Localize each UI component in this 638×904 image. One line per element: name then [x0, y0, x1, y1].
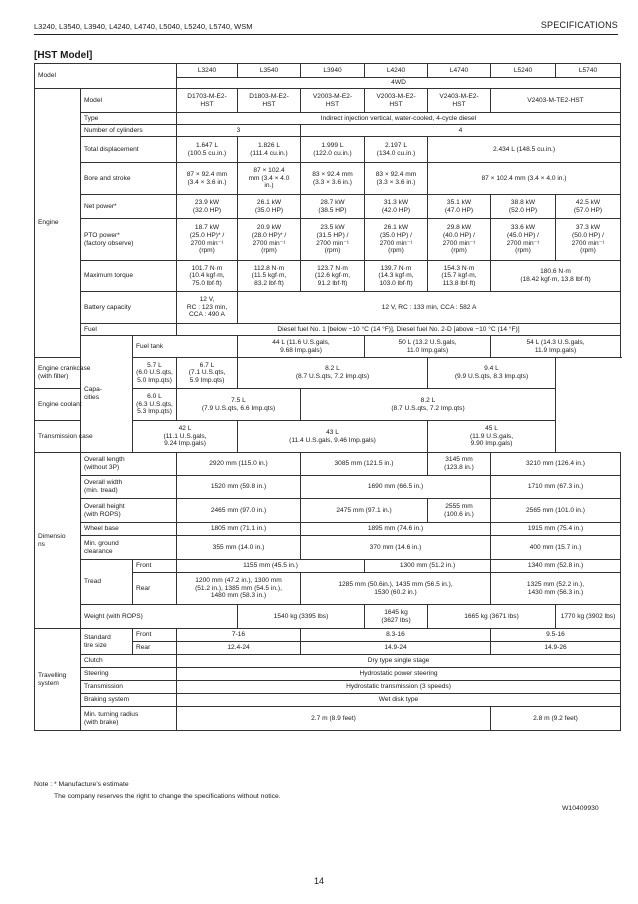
cell: 2.434 L (148.5 cu.in.) [428, 137, 621, 163]
cell: 1325 mm (52.2 in.), 1430 mm (56.3 in.) [491, 573, 621, 605]
cell: 31.3 kW (42.0 HP) [365, 195, 428, 219]
sub-label: Rear [133, 573, 177, 605]
cell: 112.8 N·m (11.5 kgf·m, 83.2 lbf·ft) [238, 261, 301, 292]
model-name: L4740 [428, 64, 491, 78]
cell: 38.8 kW (52.0 HP) [491, 195, 556, 219]
cell: 1805 mm (71.1 in.) [177, 523, 301, 536]
row-label: Overall height (with ROPS) [81, 499, 177, 523]
header-models: L3240, L3540, L3940, L4240, L4740, L5040, L5240, L5740, WSM [34, 22, 253, 31]
cell: 355 mm (14.0 in.) [177, 536, 301, 560]
row-label: Engine crankcase (with filter) [35, 358, 133, 389]
cell: 2.7 m (8.9 feet) [177, 707, 491, 731]
cell: 1285 mm (50.6in.), 1435 mm (56.5 in.), 1530 (60.2 in.) [301, 573, 491, 605]
cell: 44 L (11.6 U.S.gals, 9.68 Imp.gals) [238, 336, 365, 358]
cell: 1155 mm (45.5 in.) [177, 560, 365, 573]
cell: 3210 mm (126.4 in.) [491, 453, 621, 476]
row-label: Steering [81, 668, 177, 681]
cell: 42.5 kW (57.0 HP) [556, 195, 621, 219]
page-header [34, 20, 618, 35]
cell: 23.5 kW (31.5 HP) / 2700 min⁻¹ (rpm) [301, 219, 365, 261]
cell: 1540 kg (3395 lbs) [238, 605, 365, 629]
cell: 1915 mm (75.4 in.) [491, 523, 621, 536]
cell: V2003-M-E2- HST [365, 89, 428, 113]
cell: D1803-M-E2- HST [238, 89, 301, 113]
row-label: Model [81, 89, 177, 113]
cell: 1340 mm (52.8 in.) [491, 560, 621, 573]
cell: 8.3-16 [301, 629, 491, 642]
cell: 87 × 102.4 mm (3.4 × 4.0 in.) [428, 163, 621, 195]
cell: 2565 mm (101.0 in.) [491, 499, 621, 523]
row-label: Clutch [81, 655, 177, 668]
cell: 2920 mm (115.0 in.) [177, 453, 301, 476]
cell: 1665 kg (3671 lbs) [428, 605, 556, 629]
row-label: Transmission case [35, 421, 133, 453]
cell: 26.1 kW (35.0 HP) [238, 195, 301, 219]
cell: 1.647 L (100.5 cu.in.) [177, 137, 238, 163]
cell: 43 L (11.4 U.S.gals, 9.46 Imp.gals) [238, 421, 428, 453]
row-label: Battery capacity [81, 292, 177, 324]
cell: Dry type single stage [177, 655, 621, 668]
row-label: Type [81, 113, 177, 125]
row-label: Fuel [81, 324, 177, 336]
cell: 8.2 L (8.7 U.S.qts, 7.2 Imp.qts) [301, 389, 556, 421]
model-name: L3240 [177, 64, 238, 78]
cell: 87 × 102.4 mm (3.4 × 4.0 in.) [238, 163, 301, 195]
cell: V2403-M-TE2-HST [491, 89, 621, 113]
cell: 18.7 kW (25.0 HP)* / 2700 min⁻¹ (rpm) [177, 219, 238, 261]
model-name: L5240 [491, 64, 556, 78]
row-label: Engine coolant [35, 389, 133, 421]
cell: 2465 mm (97.0 in.) [177, 499, 301, 523]
cell: 42 L (11.1 U.S.gals, 9.24 Imp.gals) [133, 421, 238, 453]
row-label: Transmission [81, 681, 177, 694]
cell: 1520 mm (59.8 in.) [177, 476, 301, 499]
cell: 180.6 N·m (18.42 kgf·m, 13.8 lbf·ft) [491, 261, 621, 292]
cell: 33.6 kW (45.0 HP) / 2700 min⁻¹ (rpm) [491, 219, 556, 261]
row-label: Fuel tank [133, 336, 238, 358]
cell: 2555 mm (100.6 in.) [428, 499, 491, 523]
cell: 2475 mm (97.1 in.) [301, 499, 428, 523]
cell: Hydrostatic transmission (3 speeds) [177, 681, 621, 694]
cell: Diesel fuel No. 1 [below −10 °C (14 °F)], Diesel fuel No. 2-D [above −10 °C (14 °F)] [177, 324, 621, 336]
cell: 3085 mm (121.5 in.) [301, 453, 428, 476]
group-capacities: Capa- cities [81, 336, 133, 453]
cell: 400 mm (15.7 in.) [491, 536, 621, 560]
cell: 7.5 L (7.9 U.S.qts, 6.6 Imp.qts) [177, 389, 301, 421]
cell: 8.2 L (8.7 U.S.qts, 7.2 Imp.qts) [238, 358, 428, 389]
cell: 1200 mm (47.2 in.), 1300 mm (51.2 in.), 1385 mm (54.5 in.), 1480 mm (58.3 in.) [177, 573, 301, 605]
group-engine: Engine [35, 89, 81, 358]
cell: 87 × 92.4 mm (3.4 × 3.6 in.) [177, 163, 238, 195]
row-label: Number of cylinders [81, 125, 177, 137]
cell: D1703-M-E2- HST [177, 89, 238, 113]
cell: 101.7 N·m (10.4 kgf·m, 75.0 lbf·ft) [177, 261, 238, 292]
cell: 35.1 kW (47.0 HP) [428, 195, 491, 219]
document-code: W10409930 [562, 805, 599, 812]
cell: 45 L (11.9 U.S.gals, 9.90 Imp.gals) [428, 421, 556, 453]
cell: 123.7 N·m (12.6 kgf·m, 91.2 lbf·ft) [301, 261, 365, 292]
model-name: L4240 [365, 64, 428, 78]
cell: 1.999 L (122.0 cu.in.) [301, 137, 365, 163]
cell: 9.5-16 [491, 629, 621, 642]
cell: Hydrostatic power steering [177, 668, 621, 681]
page-number: 14 [313, 876, 324, 886]
model-header-label: Model [35, 64, 177, 89]
cell: 1645 kg (3627 lbs) [365, 605, 428, 629]
cell: 12 V, RC : 133 min, CCA : 582 A [238, 292, 621, 324]
row-label: Bore and stroke [81, 163, 177, 195]
row-label: Maximum torque [81, 261, 177, 292]
row-label: Min. turning radius (with brake) [81, 707, 177, 731]
row-label: Standard tire size [81, 629, 133, 655]
cell: 139.7 N·m (14.3 kgf·m, 103.0 lbf·ft) [365, 261, 428, 292]
group-dimensions: Dimensio ns [35, 453, 81, 629]
cell: 1770 kg (3902 lbs) [556, 605, 621, 629]
footnote-reserve: The company reserves the right to change the specifications without notice. [54, 793, 281, 800]
cell: 1690 mm (66.5 in.) [301, 476, 491, 499]
cell: 1895 mm (74.6 in.) [301, 523, 491, 536]
cell: 50 L (13.2 U.S.gals, 11.0 Imp.gals) [365, 336, 491, 358]
cell: 9.4 L (9.9 U.S.qts, 8.3 Imp.qts) [428, 358, 556, 389]
cell: 1.826 L (111.4 cu.in.) [238, 137, 301, 163]
cell: 370 mm (14.6 in.) [301, 536, 491, 560]
model-name: L3540 [238, 64, 301, 78]
section-title: [HST Model] [34, 50, 93, 61]
cell: 4 [301, 125, 621, 137]
drive-type: 4WD [177, 78, 621, 89]
cell: 3145 mm (123.8 in.) [428, 453, 491, 476]
cell: 20.9 kW (28.0 HP)* / 2700 min⁻¹ (rpm) [238, 219, 301, 261]
sub-label: Front [133, 629, 177, 642]
row-label: PTO power* (factory observe) [81, 219, 177, 261]
model-name: L5740 [556, 64, 621, 78]
cell: 12.4-24 [177, 642, 301, 655]
row-label: Wheel base [81, 523, 177, 536]
cell: V2403-M-E2- HST [428, 89, 491, 113]
cell: 154.3 N·m (15.7 kgf·m, 113.8 lbf·ft) [428, 261, 491, 292]
cell: 29.8 kW (40.0 HP) / 2700 min⁻¹ (rpm) [428, 219, 491, 261]
row-label: Braking system [81, 694, 177, 707]
cell: 1300 mm (51.2 in.) [365, 560, 491, 573]
cell: 28.7 kW (38.5 HP) [301, 195, 365, 219]
cell: 14.9-26 [491, 642, 621, 655]
row-label: Min. ground clearance [81, 536, 177, 560]
cell: 3 [177, 125, 301, 137]
group-travelling: Travelling system [35, 629, 81, 731]
cell: 6.7 L (7.1 U.S.qts, 5.9 Imp.qts) [177, 358, 238, 389]
row-label: Tread [81, 560, 133, 605]
cell: 83 × 92.4 mm (3.3 × 3.6 in.) [365, 163, 428, 195]
row-label: Net power* [81, 195, 177, 219]
cell: 54 L (14.3 U.S.gals, 11.9 Imp.gals) [491, 336, 621, 358]
row-label: Overall length (without 3P) [81, 453, 177, 476]
cell: 23.9 kW (32.0 HP) [177, 195, 238, 219]
cell: Wet disk type [177, 694, 621, 707]
footnote-estimate: Note : * Manufacture's estimate [34, 781, 129, 788]
row-label: Total displacement [81, 137, 177, 163]
cell: 7-16 [177, 629, 301, 642]
sub-label: Front [133, 560, 177, 573]
cell: 2.8 m (9.2 feet) [491, 707, 621, 731]
cell: 26.1 kW (35.0 HP) / 2700 min⁻¹ (rpm) [365, 219, 428, 261]
cell: 5.7 L (6.0 U.S.qts, 5.0 Imp.qts) [133, 358, 177, 389]
row-label: Weight (with ROPS) [81, 605, 238, 629]
cell: 14.9-24 [301, 642, 491, 655]
sub-label: Rear [133, 642, 177, 655]
cell: V2003-M-E2- HST [301, 89, 365, 113]
cell: 37.3 kW (50.0 HP) / 2700 min⁻¹ (rpm) [556, 219, 621, 261]
model-name: L3940 [301, 64, 365, 78]
cell: 6.0 L (6.3 U.S.qts, 5.3 Imp.qts) [133, 389, 177, 421]
cell: 83 × 92.4 mm (3.3 × 3.6 in.) [301, 163, 365, 195]
row-label: Overall width (min. tread) [81, 476, 177, 499]
cell: 12 V, RC : 123 min, CCA : 490 A [177, 292, 238, 324]
cell: 2.197 L (134.0 cu.in.) [365, 137, 428, 163]
cell: Indirect injection vertical, water-cooled, 4-cycle diesel [177, 113, 621, 125]
header-section: SPECIFICATIONS [540, 20, 618, 30]
cell: 1710 mm (67.3 in.) [491, 476, 621, 499]
spec-table [34, 63, 621, 731]
